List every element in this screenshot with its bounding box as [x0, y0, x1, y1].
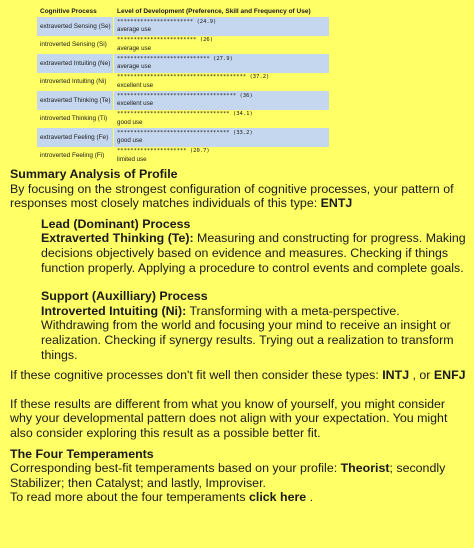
- support-description: Transforming with a meta-perspective. Withdrawing from the world and focusing your mind to receive an insight or realization. Checking if synergy results. Trying out a realization to transform things.: [41, 303, 454, 362]
- click-here-link[interactable]: click here: [249, 490, 307, 505]
- level-cell: [114, 110, 329, 129]
- level-label: good use: [117, 118, 143, 126]
- process-name: extraverted Intuiting (Ne): [37, 54, 113, 73]
- level-label: average use: [117, 63, 152, 71]
- alternatives-sep: , or: [409, 368, 434, 383]
- level-stars: *************************************** (37.2): [117, 74, 270, 81]
- level-stars: ************************************ (36): [117, 92, 253, 99]
- lead-section: [41, 217, 470, 275]
- level-cell: [114, 17, 329, 36]
- support-section: [41, 289, 470, 362]
- lead-text: [41, 231, 470, 275]
- table-row: [37, 91, 330, 110]
- process-name: extraverted Feeling (Fe): [37, 128, 113, 147]
- process-name: extraverted Thinking (Te): [37, 91, 113, 110]
- support-text: [41, 304, 470, 362]
- level-cell: [114, 73, 329, 92]
- summary-intro: By focusing on the strongest configuration of cognitive processes, your pattern of responses most closely matches individuals of this type:: [10, 181, 454, 211]
- process-name: introverted Feeling (Fi): [40, 152, 105, 160]
- temperaments-intro: Corresponding best-fit temperaments based on your profile:: [10, 461, 338, 476]
- lead-description: Measuring and constructing for progress. Making decisions objectively based on evidence and measures. Checking if things function properly. Applying a procedure to control events and complete goals.: [41, 231, 466, 275]
- table-row: [37, 110, 330, 129]
- support-process-name: Introverted Intuiting (Ni):: [41, 303, 187, 318]
- level-cell: [114, 128, 329, 147]
- main-content: [10, 167, 470, 505]
- alternatives-text: [10, 368, 470, 383]
- read-more-text: [10, 490, 470, 505]
- table-row: [37, 73, 330, 92]
- read-more-label: To read more about the four temperaments: [10, 490, 246, 505]
- process-name: extraverted Sensing (Se): [37, 17, 113, 36]
- lead-heading: Lead (Dominant) Process: [41, 216, 191, 231]
- temperament-first: Theorist: [340, 461, 390, 476]
- process-name: introverted Intuiting (Ni): [40, 78, 107, 86]
- process-name: introverted Sensing (Si): [40, 41, 107, 49]
- level-stars: *********************** (24.9): [117, 18, 217, 25]
- lead-process-name: Extraverted Thinking (Te):: [41, 231, 194, 246]
- level-label: limited use: [117, 155, 147, 163]
- alt-type-enfj-link[interactable]: ENFJ: [433, 368, 466, 383]
- level-label: excellent use: [117, 81, 154, 89]
- read-more-end: .: [306, 490, 314, 505]
- alternatives-intro: If these cognitive processes don't fit well then consider these types:: [10, 368, 379, 383]
- level-stars: ************************ (26): [117, 37, 214, 44]
- table-row: [37, 128, 330, 147]
- level-cell: [114, 36, 329, 55]
- level-cell: [114, 91, 329, 110]
- different-text: If these results are different from what you know of yourself, you might consider why your developmental pattern does not align with your expectation. You might also consider exploring this result as a possible better fit.: [10, 396, 448, 440]
- table-row: [37, 54, 330, 73]
- level-label: good use: [117, 137, 143, 145]
- level-label: excellent use: [117, 100, 154, 108]
- level-stars: **************************** (27.9): [117, 55, 233, 62]
- temperaments-rest: ; secondly Stabilizer; then Catalyst; and lastly, Improviser.: [10, 461, 446, 490]
- level-cell: [114, 54, 329, 73]
- process-name: introverted Thinking (Ti): [40, 115, 108, 123]
- header-process: Cognitive Process: [40, 8, 97, 15]
- temperaments-heading: The Four Temperaments: [10, 446, 154, 461]
- level-cell: [114, 147, 329, 166]
- level-label: average use: [117, 44, 152, 52]
- summary-text: [10, 182, 470, 211]
- temperaments-text: [10, 461, 470, 490]
- header-level: Level of Development (Preference, Skill and Frequency of Use): [117, 8, 311, 15]
- level-stars: ********************* (20.7): [117, 148, 210, 155]
- table-row: [37, 147, 330, 166]
- summary-heading: Summary Analysis of Profile: [10, 167, 178, 181]
- level-stars: ********************************** (33.2): [117, 129, 253, 136]
- table-header: [37, 6, 330, 17]
- support-heading: Support (Auxilliary) Process: [41, 289, 208, 304]
- table-row: [37, 17, 330, 36]
- process-table: [37, 6, 330, 165]
- result-type: ENTJ: [320, 196, 353, 211]
- alt-type-intj-link[interactable]: INTJ: [382, 368, 410, 383]
- level-stars: ********************************** (34.1): [117, 111, 253, 118]
- table-row: [37, 36, 330, 55]
- level-label: average use: [117, 26, 152, 34]
